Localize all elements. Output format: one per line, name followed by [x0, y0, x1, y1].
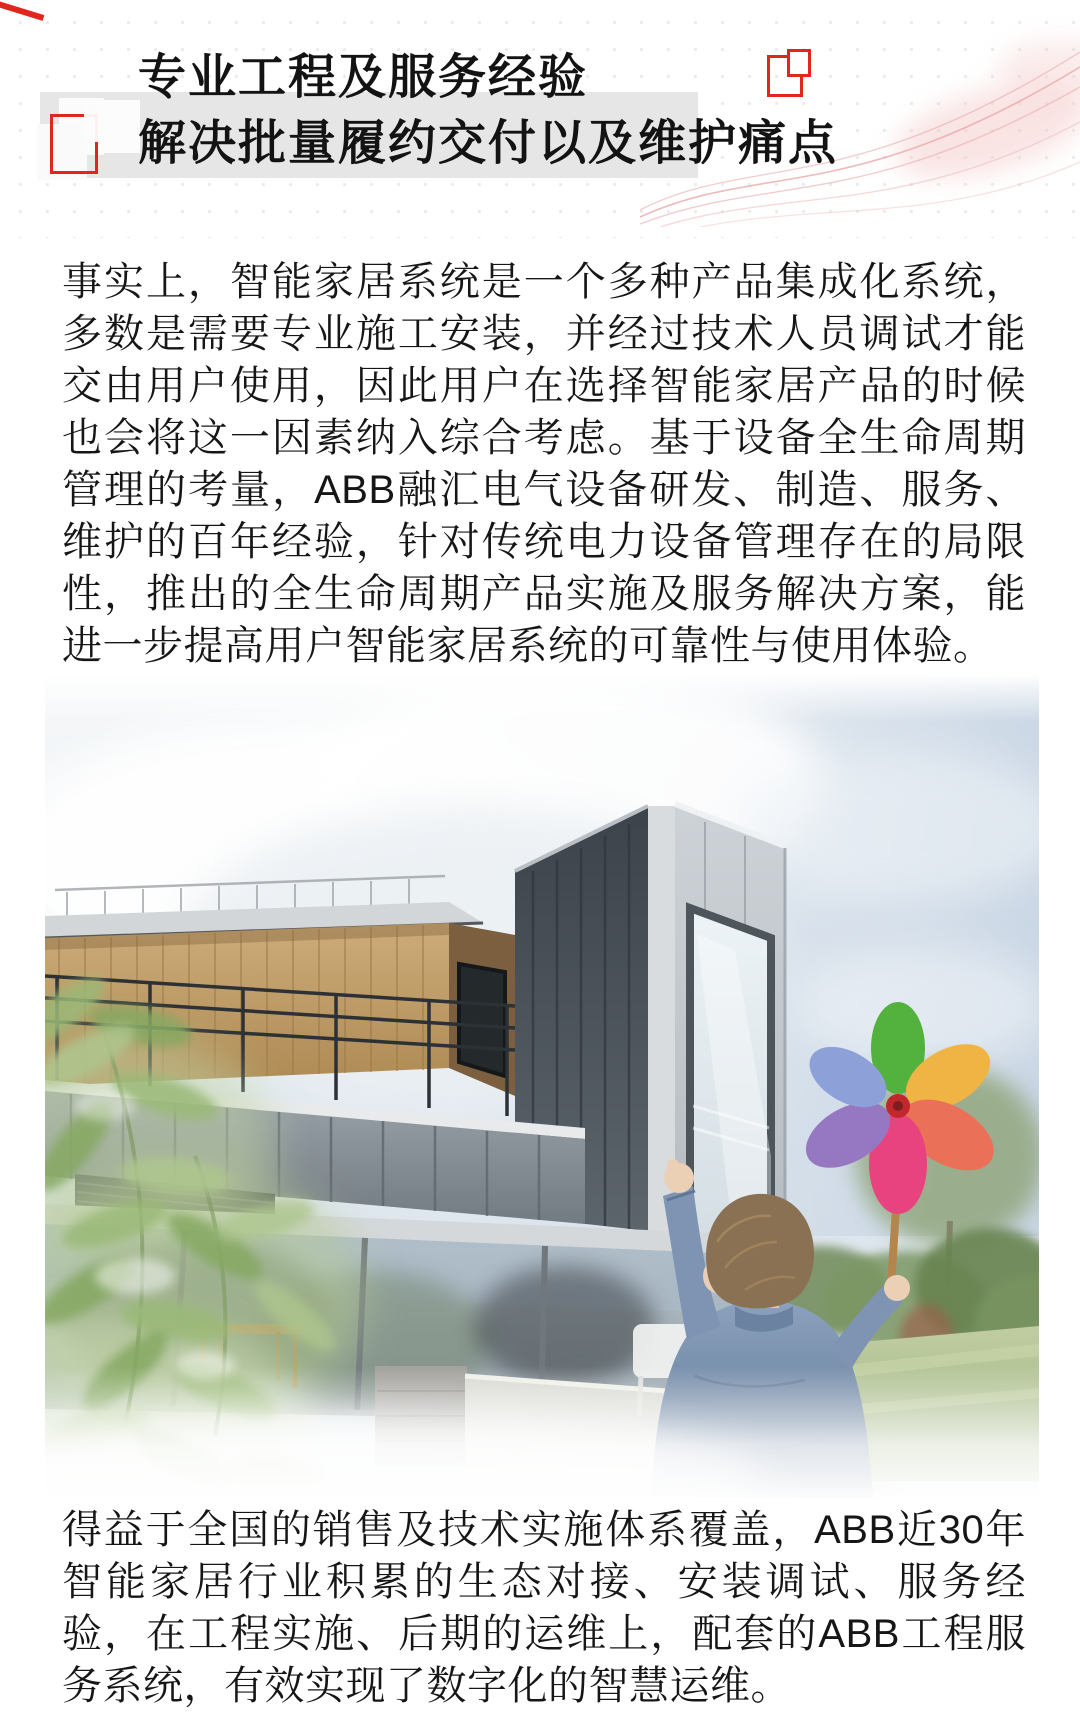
article-header	[0, 0, 1080, 230]
top-fade	[45, 676, 1039, 722]
white-square-decor	[84, 106, 118, 142]
bottom-mist	[45, 1366, 1039, 1498]
body-paragraph-2: 得益于全国的销售及技术实施体系覆盖，ABB近30年智能家居行业积累的生态对接、安装调试、服务经验，在工程实施、后期的运维上，配套的ABB工程服务系统，有效实现了数字化的智慧运维。	[62, 1508, 1026, 1708]
page-title-line1: 专业工程及服务经验	[138, 51, 589, 104]
body-paragraph-1: 事实上，智能家居系统是一个多种产品集成化系统，多数是需要专业施工安装，并经过技术人员调试才能交由用户使用，因此用户在选择智能家居产品的时候也会将这一因素纳入综合考虑。基于设备全生命周期管理的考量，ABB融汇电气设备研发、制造、服务、维护的百年经验，针对传统电力设备管理存在的局限性，推出的全生命周期产品实施及服务解决方案，能进一步提高用户智能家居系统的可靠性与使用体验。	[62, 260, 1026, 668]
article-photo	[45, 676, 1039, 1498]
photo-illustration	[45, 676, 1039, 1498]
red-squares-icon	[787, 49, 811, 77]
page-title-line2: 解决批量履约交付以及维护痛点	[138, 117, 839, 170]
